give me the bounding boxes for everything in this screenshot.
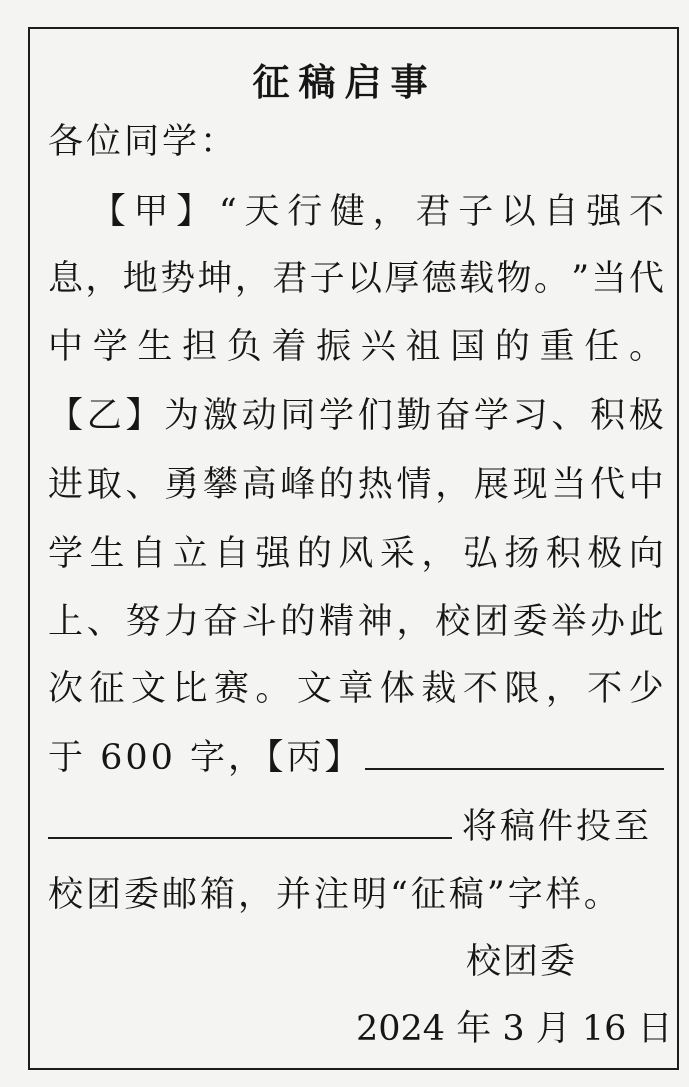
body-char: 代 (590, 465, 626, 505)
body-char: ， (396, 602, 432, 642)
body-char: 举 (551, 602, 587, 642)
date: 2024 年 3 月 16 日 (356, 1009, 673, 1049)
body-line-2 (48, 257, 664, 301)
body-line-6 (48, 532, 664, 576)
body-char: 努 (125, 602, 161, 642)
body-char: 。 (533, 259, 569, 299)
body-line-3 (48, 325, 664, 369)
body-char: ， (372, 192, 408, 232)
body-char: 办 (590, 602, 626, 642)
body-char: 次 (48, 669, 84, 709)
body-char: 积 (545, 534, 581, 574)
body-char: 以 (500, 192, 536, 232)
body-char: 息 (48, 259, 84, 299)
body-char: 【 (90, 192, 126, 232)
body-char: 子 (458, 192, 494, 232)
body-char: 动 (241, 396, 277, 436)
body-char: 地 (122, 259, 158, 299)
body-line-7 (48, 600, 664, 644)
body-char: 峰 (280, 465, 316, 505)
body-char: ， (435, 465, 471, 505)
body-char: 兴 (360, 327, 396, 367)
last-body-line: 校团委邮箱，并注明“征稿”字样。 (48, 875, 622, 915)
body-char: 君 (415, 192, 451, 232)
body-char: 攀 (202, 465, 238, 505)
body-char: 情 (396, 465, 432, 505)
body-char: 热 (357, 465, 393, 505)
body-char: 坤 (197, 259, 233, 299)
body-char: 振 (316, 327, 352, 367)
body-char: 立 (172, 534, 208, 574)
body-char: 。 (628, 327, 664, 367)
body-char: 现 (512, 465, 548, 505)
body-char: 极 (628, 396, 664, 436)
body-char: 势 (160, 259, 196, 299)
body-char: 团 (473, 602, 509, 642)
body-char: 文 (130, 669, 166, 709)
body-char: 不 (462, 669, 498, 709)
body-char: 精 (319, 602, 355, 642)
body-char: 子 (309, 259, 345, 299)
body-char: 重 (539, 327, 575, 367)
body-char: 的 (280, 602, 316, 642)
body-char: 健 (329, 192, 365, 232)
body-char: 比 (172, 669, 208, 709)
body-char: 、 (551, 396, 587, 436)
body-char: 强 (586, 192, 622, 232)
body-char: 】 (125, 396, 161, 436)
body-char: 们 (357, 396, 393, 436)
body-char: 赛 (213, 669, 249, 709)
body-char: ， (234, 259, 270, 299)
body-char: 同 (280, 396, 316, 436)
body-char: 生 (137, 327, 173, 367)
body-char: 载 (459, 259, 495, 299)
body-char: 、 (125, 465, 161, 505)
body-char: 弘 (462, 534, 498, 574)
body-char: 征 (89, 669, 125, 709)
body-char: 限 (504, 669, 540, 709)
body-char: 君 (272, 259, 308, 299)
body-char: 行 (287, 192, 323, 232)
body-char: 天 (244, 192, 280, 232)
body-char: 自 (130, 534, 166, 574)
body-char: 担 (182, 327, 218, 367)
body-char: 校 (435, 602, 471, 642)
body-char: 当 (591, 259, 627, 299)
body-char: 乙 (86, 396, 122, 436)
body-char: 当 (551, 465, 587, 505)
line-with-blank (48, 736, 664, 780)
body-char: 积 (590, 396, 626, 436)
fill-in-blank-1 (365, 736, 664, 770)
body-char: 学 (92, 327, 128, 367)
body-char: 不 (628, 192, 664, 232)
fill-in-blank-2 (48, 805, 452, 839)
body-char: 强 (255, 534, 291, 574)
body-char (48, 190, 83, 234)
body-char: 祖 (405, 327, 441, 367)
body-char: 生 (89, 534, 125, 574)
body-char: 上 (48, 602, 84, 642)
body-char: ， (421, 534, 457, 574)
line-after-blank (48, 805, 664, 849)
body-char: 少 (628, 669, 664, 709)
after-blank-text: 将稿件投至 (462, 807, 653, 847)
body-char: 高 (241, 465, 277, 505)
body-char: 物 (496, 259, 532, 299)
body-char: 勤 (396, 396, 432, 436)
body-char: 激 (202, 396, 238, 436)
body-char: 中 (48, 327, 84, 367)
body-char: 展 (473, 465, 509, 505)
body-char: 奋 (435, 396, 471, 436)
body-char: 神 (357, 602, 393, 642)
body-char: 力 (164, 602, 200, 642)
body-char: 为 (164, 396, 200, 436)
body-char: 。 (255, 669, 291, 709)
body-char: 的 (319, 465, 355, 505)
body-char: 文 (296, 669, 332, 709)
body-char: 德 (421, 259, 457, 299)
body-char: 学 (473, 396, 509, 436)
body-line-5 (48, 463, 664, 507)
body-char: 习 (512, 396, 548, 436)
body-char: 自 (543, 192, 579, 232)
body-char: 厚 (384, 259, 420, 299)
body-char: ， (545, 669, 581, 709)
notice-title: 征稿启事 (252, 60, 437, 104)
body-char: 、 (86, 602, 122, 642)
body-line-8 (48, 667, 664, 711)
body-char: 的 (296, 534, 332, 574)
body-char: 勇 (164, 465, 200, 505)
body-char: ” (571, 259, 590, 299)
salutation: 各位同学： (48, 122, 239, 162)
body-char: 学 (48, 534, 84, 574)
body-char: 向 (628, 534, 664, 574)
body-char: 裁 (421, 669, 457, 709)
body-char: 取 (86, 465, 122, 505)
body-char: 中 (628, 465, 664, 505)
body-char: 章 (338, 669, 374, 709)
body-char: 不 (587, 669, 623, 709)
body-char: 【 (48, 396, 84, 436)
body-char: 代 (628, 259, 664, 299)
body-char: 极 (587, 534, 623, 574)
body-char: 体 (379, 669, 415, 709)
body-char: 甲 (133, 192, 169, 232)
body-char: 国 (450, 327, 486, 367)
body-char: 风 (338, 534, 374, 574)
body-line-4 (48, 394, 664, 438)
body-char: 奋 (202, 602, 238, 642)
body-char: 以 (347, 259, 383, 299)
body-char: 进 (48, 465, 84, 505)
body-char: 负 (226, 327, 262, 367)
body-char: ， (85, 259, 121, 299)
body-char: 着 (271, 327, 307, 367)
signature: 校团委 (466, 942, 578, 982)
body-char: 学 (319, 396, 355, 436)
body-char: 委 (512, 602, 548, 642)
body-char: 斗 (241, 602, 277, 642)
body-char: “ (218, 192, 237, 232)
body-char: 自 (213, 534, 249, 574)
line-with-blank-text: 于 600 字，【丙】 (48, 738, 363, 778)
body-char: 采 (379, 534, 415, 574)
body-char: 】 (176, 192, 212, 232)
body-char: 此 (628, 602, 664, 642)
body-line-1 (48, 190, 664, 234)
body-char: 的 (494, 327, 530, 367)
body-char: 任 (584, 327, 620, 367)
body-char: 扬 (504, 534, 540, 574)
